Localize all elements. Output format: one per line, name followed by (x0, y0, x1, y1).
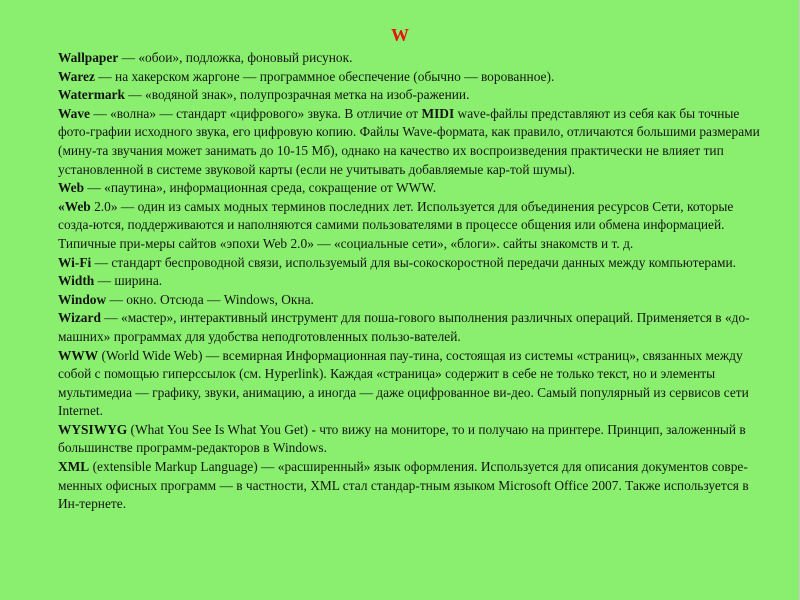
glossary-entry-watermark (58, 86, 770, 105)
glossary-definition: — «волна» — стандарт «цифрового» звука. В отличие от (90, 105, 422, 121)
glossary-entry-wysiwyg (58, 421, 770, 458)
glossary-term: Window (58, 291, 107, 307)
glossary-term: Wi-Fi (58, 254, 92, 270)
glossary-definition: (World Wide Web) — всемирная Информационная пау-тина, состоящая из системы «страниц», связанных между собой с помощью гиперссылок (см. Hyperlink). Каждая «страница» содержит в себе не только текст, но и элементы мультимедиа — графику, звуки, анимацию, а иногда — даже оцифрованное ви-део. Самый популярный из сервисов сети Internet. (58, 347, 749, 419)
glossary-term: Watermark (58, 87, 125, 103)
glossary-entry-wizard (58, 309, 770, 346)
glossary-definition: (What You See Is What You Get) - что вижу на мониторе, то и получаю на принтере. Принцип, заложенный в большинстве программ-редакторов в Windows. (58, 421, 746, 456)
glossary-definition: 2.0» — один из самых модных терминов последних лет. Используется для объединения ресурсов Сети, которые созда-ются, поддерживаются и наполняются самими пользователями в процессе общения или обмена информацией. Типичные при-меры сайтов «эпохи Web 2.0» — «социальные сети», «блоги». сайты знакомств и т. д. (58, 198, 734, 251)
glossary-entry-window (58, 291, 770, 310)
glossary-term: WWW (58, 347, 99, 363)
glossary-definition: — ширина. (94, 273, 163, 289)
glossary-definition: — стандарт беспроводной связи, используемый для вы-сокоскоростной передачи данных между компьютерами. (91, 254, 737, 270)
glossary-definition: — окно. Отсюда — Windows, Окна. (106, 291, 314, 307)
glossary-entry-www (58, 347, 770, 421)
glossary-definition: — на хакерском жаргоне — программное обеспечение (обычно — ворованное). (94, 68, 555, 84)
glossary-term: Warez (58, 68, 95, 84)
glossary-term: «Web (58, 198, 91, 214)
glossary-term: Wallpaper (58, 50, 119, 65)
glossary-definition: — «мастер», интерактивный инструмент для поша-гового выполнения различных операций. Применяется в «до-машних» программах для удобства неподготовленных пользо-вателей. (58, 310, 750, 344)
glossary-entry-wi-fi (58, 254, 770, 273)
glossary-definition: wave-файлы представляют из себя как бы точные фото-графии исходного звука, его цифровую копию. Файлы Wave-формата, как правило, отличаются большими размерами (мину-та звучания может занимать до 10-15 Мб), однако на качество их воспроизведения практически не влияет тип установленной в системе звуковой карты (если не учитывать добавляемые кар-той шумы). (58, 105, 760, 177)
page-title: W (391, 25, 409, 45)
glossary-definition: — «обои», подложка, фоновый рисунок. (118, 50, 353, 65)
glossary-entry-width (58, 272, 770, 291)
glossary-entry-warez (58, 68, 770, 87)
glossary-term: Width (58, 273, 95, 289)
glossary-term-midi: MIDI (421, 105, 455, 121)
glossary-term: Web (58, 180, 85, 196)
glossary-term: WYSIWYG (58, 421, 128, 437)
glossary-term: Wave (58, 105, 90, 121)
glossary-definition: — «водяной знак», полупрозрачная метка на изоб-ражении. (124, 87, 470, 103)
glossary-definition: (extensible Markup Language) — «расширенный» язык оформления. Используется для описания документов совре-менных офисных программ — в частности, XML стал стандар-тным языком Microsoft Office 2007. Также используется в Ин-тернете. (58, 459, 749, 512)
glossary-term: Wizard (58, 310, 101, 326)
glossary-entry-web-2 (58, 198, 770, 254)
glossary-term: XML (58, 459, 90, 475)
glossary-list (58, 49, 770, 514)
glossary-entry-wallpaper (58, 49, 770, 68)
glossary-entry-web (58, 179, 770, 198)
glossary-entry-wave (58, 105, 770, 179)
glossary-entry-xml (58, 458, 770, 514)
glossary-definition: — «паутина», информационная среда, сокращение от WWW. (84, 180, 437, 196)
